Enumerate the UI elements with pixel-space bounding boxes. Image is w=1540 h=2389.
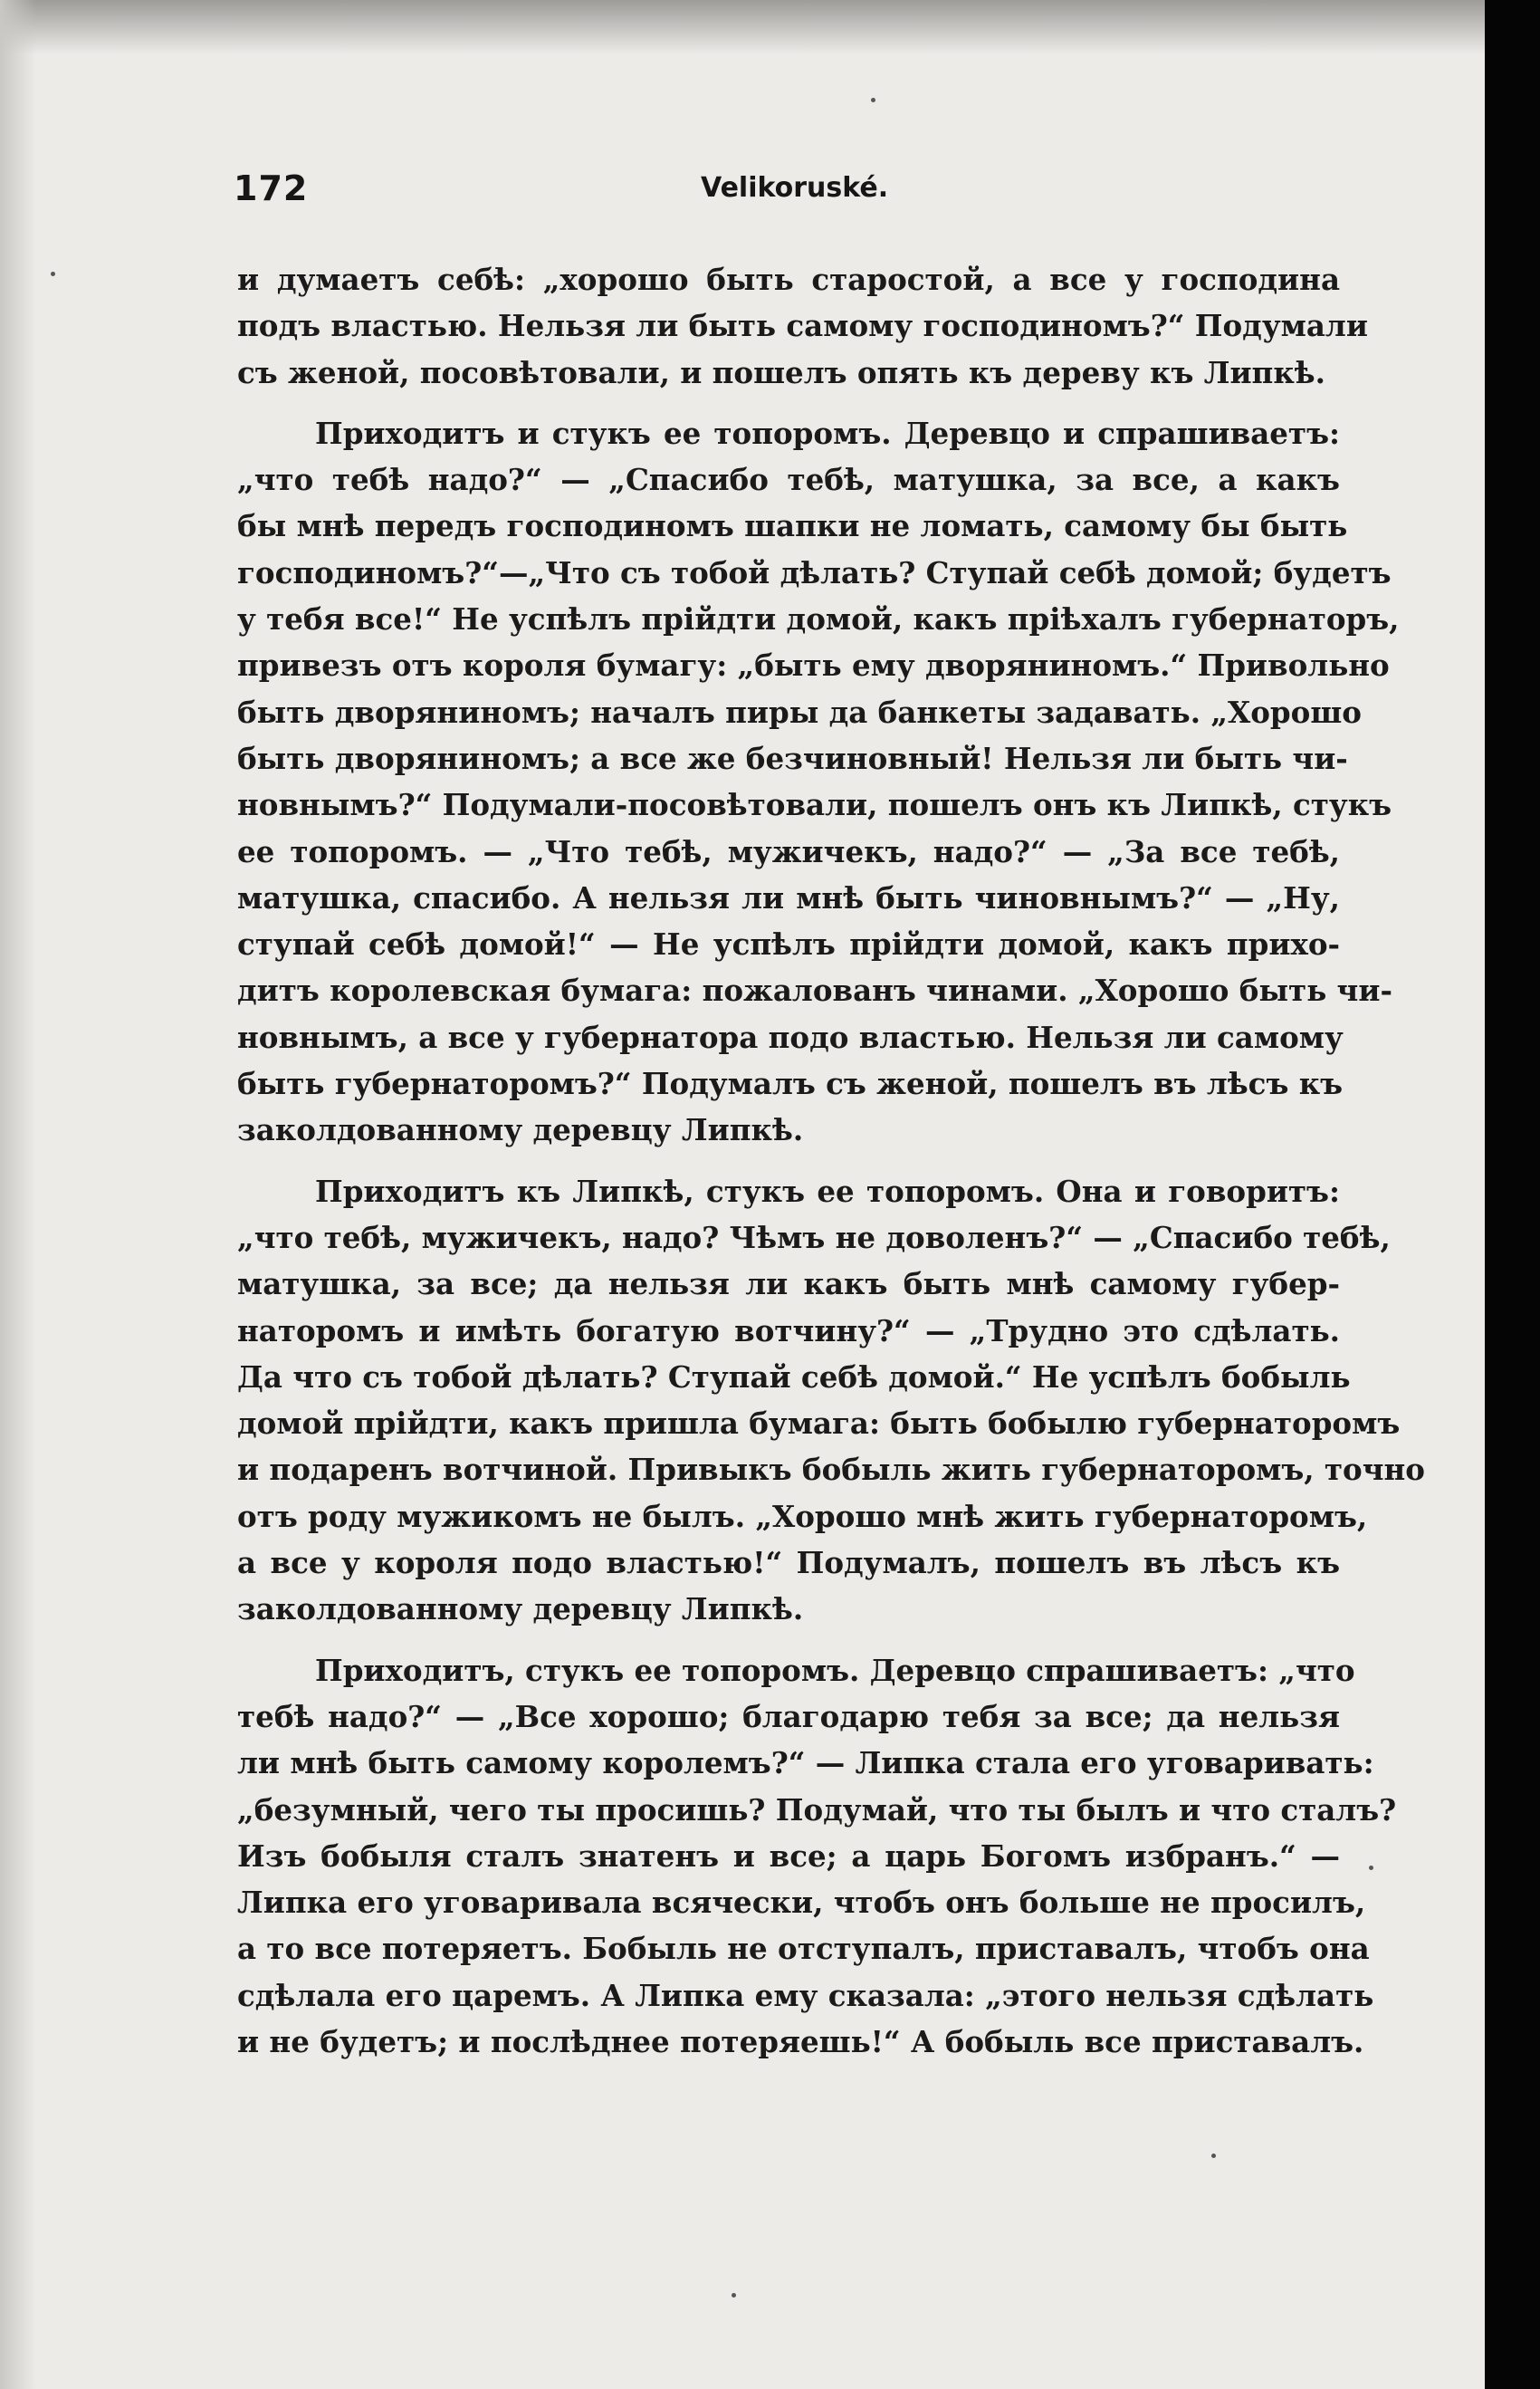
text-line: быть дворяниномъ; а все же безчиновный! Нельзя ли быть чи- — [237, 740, 1348, 776]
scan-speck — [732, 2293, 736, 2298]
text-line: Приходитъ и стукъ ее топоромъ. Деревцо и спрашиваетъ: — [315, 415, 1340, 451]
text-line: матушка, за все; да нельзя ли какъ быть мнѣ самому губер- — [237, 1266, 1340, 1302]
text-line: Липка его уговаривала всячески, чтобъ онъ больше не просилъ, — [237, 1885, 1366, 1921]
text-line: и думаетъ себѣ: „хорошо быть старостой, а все у господина — [237, 262, 1340, 297]
text-line: быть дворяниномъ; началъ пиры да банкеты задавать. „Хорошо — [237, 694, 1362, 730]
scan-speck — [871, 98, 875, 102]
paragraph — [237, 256, 1368, 396]
text-line: и не будетъ; и послѣднее потеряешь!“ А бобыль все приставалъ. — [237, 2023, 1364, 2059]
text-line: сдѣлала его царемъ. А Липка ему сказала: „этого нельзя сдѣлать — [237, 1977, 1374, 2013]
text-line: быть губернаторомъ?“ Подумалъ съ женой, пошелъ въ лѣсъ къ — [237, 1066, 1344, 1102]
text-line: „что тебѣ надо?“ — „Спасибо тебѣ, матушка, за все, а какъ — [237, 462, 1340, 498]
text-line: новнымъ, а все у губернатора подо властью. Нельзя ли самому — [237, 1019, 1344, 1055]
text-line: а все у короля подо властью!“ Подумалъ, пошелъ въ лѣсъ къ — [237, 1545, 1340, 1581]
scan-border — [1485, 0, 1540, 2389]
page-number: 172 — [234, 168, 309, 208]
text-line: матушка, спасибо. А нельзя ли мнѣ быть чиновнымъ?“ — „Ну, — [237, 879, 1340, 916]
scan-speck — [1369, 1866, 1373, 1870]
text-line: ступай себѣ домой!“ — Не успѣлъ прійдти домой, какъ прихо- — [237, 926, 1340, 963]
text-line: заколдованному деревцу Липкѣ. — [237, 1591, 804, 1627]
page-header — [234, 168, 1340, 223]
text-line: дитъ королевская бумага: пожалованъ чинами. „Хорошо быть чи- — [237, 973, 1392, 1009]
text-line: у тебя все!“ Не успѣлъ прійдти домой, какъ пріѣхалъ губернаторъ, — [237, 601, 1400, 638]
text-line: домой прійдти, какъ пришла бумага: быть бобылю губернаторомъ — [237, 1406, 1401, 1442]
text-line: Приходитъ, стукъ ее топоромъ. Деревцо спрашиваетъ: „что — [315, 1652, 1355, 1688]
text-line: господиномъ?“—„Что съ тобой дѣлать? Ступай себѣ домой; будетъ — [237, 554, 1392, 590]
text-line: и подаренъ вотчиной. Привыкъ бобыль жить губернаторомъ, точно — [237, 1452, 1425, 1488]
text-line: Изъ бобыля сталъ знатенъ и все; а царь Богомъ избранъ.“ — — [237, 1837, 1340, 1874]
scan-speck — [51, 272, 55, 276]
text-line: заколдованному деревцу Липкѣ. — [237, 1112, 804, 1148]
text-line: Приходитъ къ Липкѣ, стукъ ее топоромъ. Она и говоритъ: — [315, 1173, 1340, 1209]
text-line: съ женой, посовѣтовали, и пошелъ опять къ дереву къ Липкѣ. — [237, 354, 1325, 390]
text-line: бы мнѣ передъ господиномъ шапки не ломать, самому бы быть — [237, 508, 1348, 544]
paragraph — [237, 1168, 1425, 1633]
text-line: отъ роду мужикомъ не былъ. „Хорошо мнѣ жить губернаторомъ, — [237, 1498, 1368, 1534]
text-line: ее топоромъ. — „Что тебѣ, мужичекъ, надо?“ — „За все тебѣ, — [237, 833, 1340, 869]
text-line: подъ властью. Нельзя ли быть самому господиномъ?“ Подумали — [237, 308, 1368, 344]
text-line: ли мнѣ быть самому королемъ?“ — Липка стала его уговаривать: — [237, 1745, 1374, 1781]
scan-speck — [1211, 2154, 1216, 2158]
text-line: привезъ отъ короля бумагу: „быть ему дворяниномъ.“ Привольно — [237, 648, 1390, 684]
text-line: наторомъ и имѣть богатую вотчину?“ — „Трудно это сдѣлать. — [237, 1312, 1340, 1348]
text-line: а то все потеряетъ. Бобыль не отступалъ, приставалъ, чтобъ она — [237, 1931, 1370, 1967]
text-line: тебѣ надо?“ — „Все хорошо; благодарю тебя за все; да нельзя — [237, 1698, 1340, 1734]
text-line: Да что съ тобой дѣлать? Ступай себѣ домой.“ Не успѣлъ бобыль — [237, 1358, 1351, 1395]
body-text — [237, 256, 1425, 2079]
text-line: „безумный, чего ты просишь? Подумай, что ты былъ и что сталъ? — [237, 1791, 1397, 1828]
running-head: Velikoruské. — [701, 172, 889, 204]
paragraph — [237, 1647, 1397, 2066]
text-line: новнымъ?“ Подумали-посовѣтовали, пошелъ онъ къ Липкѣ, стукъ — [237, 787, 1392, 823]
paragraph — [237, 410, 1400, 1154]
text-line: „что тебѣ, мужичекъ, надо? Чѣмъ не доволенъ?“ — „Спасибо тебѣ, — [237, 1219, 1391, 1255]
